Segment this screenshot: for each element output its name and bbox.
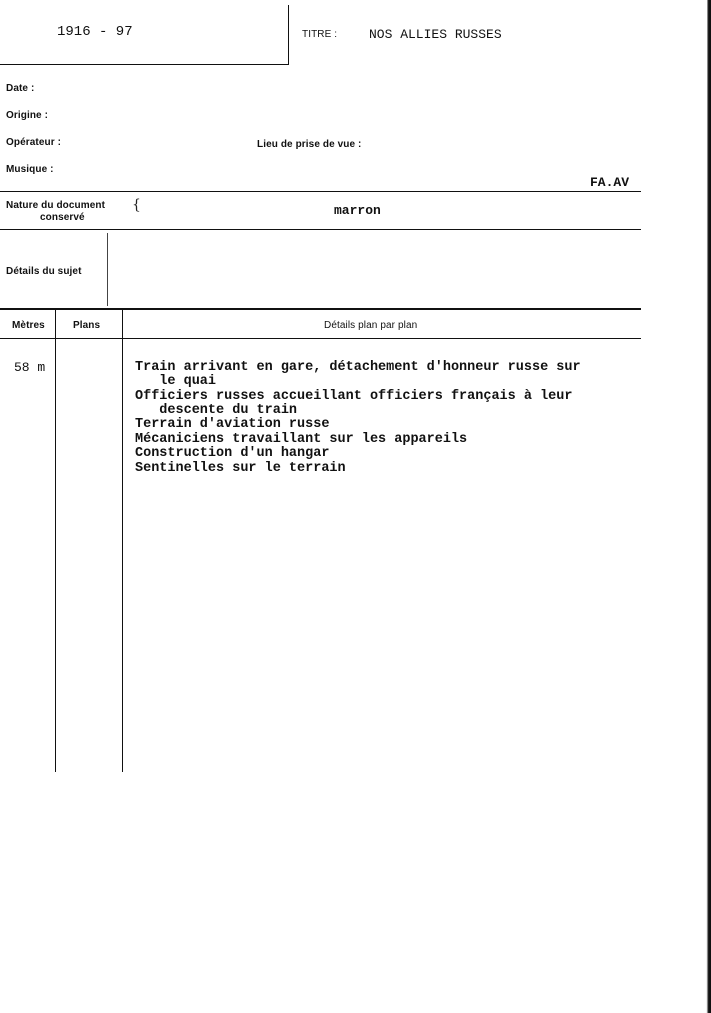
sujet-label: Détails du sujet (6, 266, 82, 277)
col-plans-header: Plans (73, 320, 101, 331)
sujet-bottom-rule (0, 308, 641, 310)
lieu-label: Lieu de prise de vue : (257, 139, 362, 150)
nature-label-line1: Nature du document (6, 200, 106, 211)
detail-line: Mécaniciens travaillant sur les appareils (135, 432, 468, 447)
detail-line: le quai (135, 374, 217, 389)
detail-line: descente du train (135, 403, 298, 418)
reference-number: 1916 - 97 (57, 24, 133, 40)
table-header-rule (0, 338, 641, 339)
col-metres-header: Mètres (12, 320, 45, 331)
nature-label-line2: conservé (40, 212, 85, 223)
date-label: Date : (6, 83, 35, 94)
nature-value: marron (334, 203, 381, 218)
operateur-label: Opérateur : (6, 137, 62, 148)
titre-label: TITRE : (302, 29, 338, 40)
nature-brace: { (132, 197, 141, 213)
metres-value: 58 m (14, 360, 46, 375)
archive-code: FA.AV (590, 175, 630, 190)
detail-line: Sentinelles sur le terrain (135, 461, 346, 476)
header-box-right-border (288, 5, 289, 65)
detail-line: Terrain d'aviation russe (135, 417, 330, 432)
detail-line: Officiers russes accueillant officiers français à leur (135, 389, 573, 404)
header-box-bottom-border (0, 64, 289, 65)
column-divider-metres (55, 310, 56, 772)
nature-bottom-rule (0, 229, 641, 230)
column-divider-plans (122, 310, 123, 772)
nature-top-rule (0, 191, 641, 192)
detail-line: Construction d'un hangar (135, 446, 330, 461)
scan-edge (701, 0, 711, 1013)
origine-label: Origine : (6, 110, 49, 121)
sujet-brace-line (107, 233, 108, 306)
detail-line: Train arrivant en gare, détachement d'honneur russe sur (135, 360, 581, 375)
titre-value: NOS ALLIES RUSSES (369, 27, 502, 42)
col-details-header: Détails plan par plan (324, 320, 418, 331)
musique-label: Musique : (6, 164, 54, 175)
